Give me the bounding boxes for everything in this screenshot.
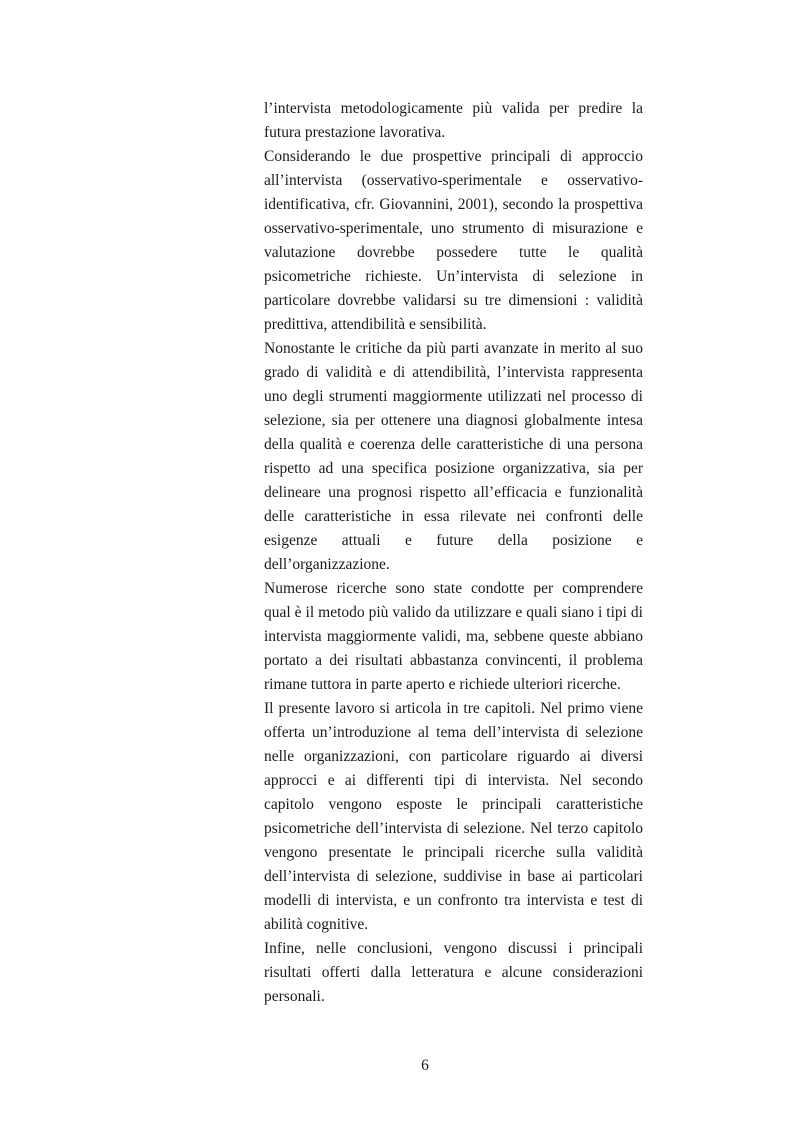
paragraph-4: Numerose ricerche sono state condotte per comprendere qual è il metodo più valido da utilizzare e quali siano i tipi di intervista maggiormente validi, ma, sebbene queste abbiano portato a dei risultati abbastanza convincenti, il problema rimane tuttora in parte aperto e richiede ulteriori ricerche.: [264, 580, 643, 693]
paragraph-3: Nonostante le critiche da più parti avanzate in merito al suo grado di validità e di attendibilità, l’intervista rappresenta uno degli strumenti maggiormente utilizzati nel processo di selezione, sia per ottenere una diagnosi globalmente intesa della qualità e coerenza delle caratteristiche di una persona rispetto ad una specifica posizione organizzativa, sia per delineare una prognosi rispetto all’efficacia e funzionalità delle caratteristiche in essa rilevate nei confronti delle esigenze attuali e future della posizione e dell’organizzazione.: [264, 340, 643, 573]
paragraph-2: Considerando le due prospettive principali di approccio all’intervista (osservativo-sperimentale e osservativo-identificativa, cfr. Giovannini, 2001), secondo la prospettiva osservativo-sperimentale, uno strumento di misurazione e valutazione dovrebbe possedere tutte le qualità psicometriche richieste. Un’intervista di selezione in particolare dovrebbe validarsi su tre dimensioni : validità predittiva, attendibilità e sensibilità.: [264, 148, 643, 333]
paragraph-5: Il presente lavoro si articola in tre capitoli. Nel primo viene offerta un’introduzione al tema dell’intervista di selezione nelle organizzazioni, con particolare riguardo ai diversi approcci e ai differenti tipi di intervista. Nel secondo capitolo vengono esposte le principali caratteristiche psicometriche dell’intervista di selezione. Nel terzo capitolo vengono presentate le principali ricerche sulla validità dell’intervista di selezione, suddivise in base ai particolari modelli di intervista, e un confronto tra intervista e test di abilità cognitive.: [264, 700, 643, 933]
body-text: [264, 97, 643, 1009]
paragraph-6: Infine, nelle conclusioni, vengono discussi i principali risultati offerti dalla letteratura e alcune considerazioni personali.: [264, 940, 643, 1005]
paragraph-1: l’intervista metodologicamente più valida per predire la futura prestazione lavorativa.: [264, 100, 643, 141]
page-number: 6: [421, 1057, 429, 1074]
